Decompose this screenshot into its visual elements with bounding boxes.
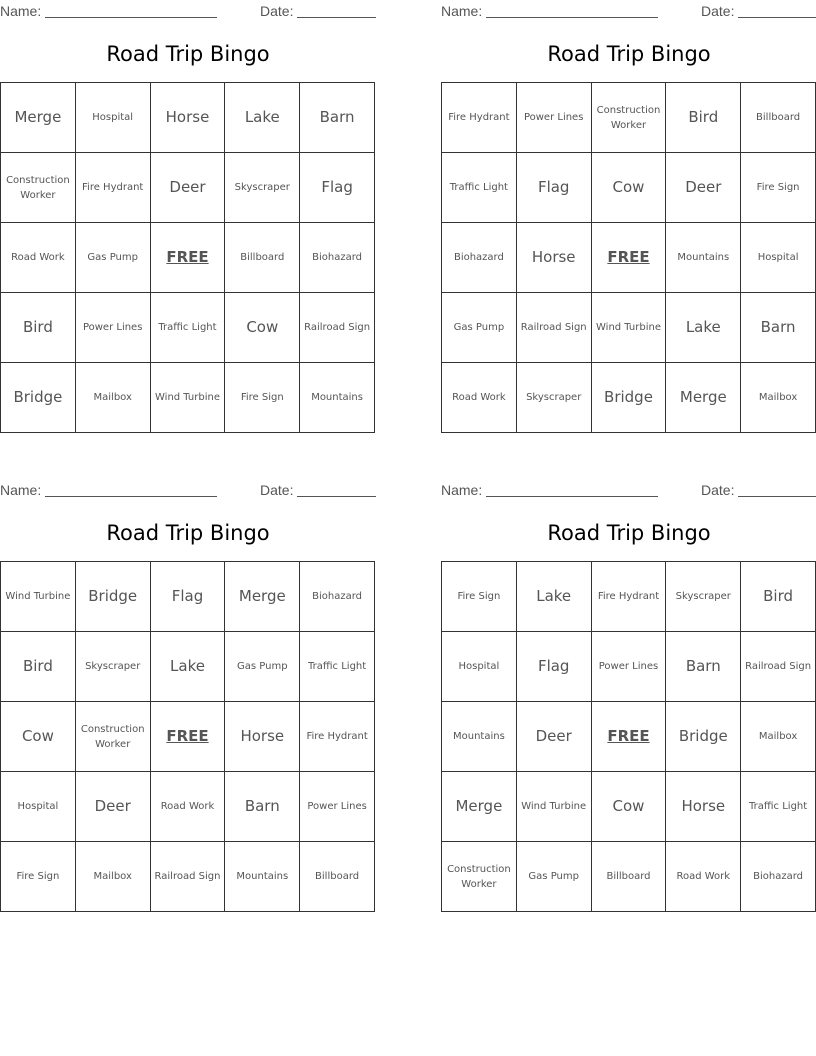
bingo-cell[interactable]: Gas Pump: [517, 842, 592, 912]
bingo-cell[interactable]: Road Work: [442, 363, 517, 433]
bingo-cell[interactable]: Billboard: [741, 83, 816, 153]
name-label: Name:: [0, 3, 42, 19]
bingo-cell[interactable]: Merge: [442, 772, 517, 842]
card-title: Road Trip Bingo: [106, 521, 270, 545]
bingo-card-1: [0, 0, 376, 434]
bingo-cell[interactable]: Hospital: [442, 632, 517, 702]
card-header: [441, 482, 816, 498]
date-field[interactable]: [297, 496, 376, 497]
bingo-cell[interactable]: Railroad Sign: [517, 293, 592, 363]
bingo-card-4: [441, 479, 816, 913]
bingo-cell[interactable]: Hospital: [76, 83, 151, 153]
bingo-cell[interactable]: Wind Turbine: [1, 562, 76, 632]
bingo-cell[interactable]: Power Lines: [300, 772, 375, 842]
bingo-cell[interactable]: Power Lines: [517, 83, 592, 153]
bingo-cell[interactable]: Power Lines: [592, 632, 667, 702]
bingo-cell[interactable]: Deer: [666, 153, 741, 223]
bingo-grid: [441, 82, 816, 433]
bingo-cell[interactable]: Barn: [300, 83, 375, 153]
name-field[interactable]: [486, 496, 658, 497]
free-space[interactable]: FREE: [151, 702, 226, 772]
bingo-cell[interactable]: Traffic Light: [442, 153, 517, 223]
bingo-cell[interactable]: Deer: [151, 153, 226, 223]
bingo-cell[interactable]: Cow: [592, 772, 667, 842]
bingo-cell[interactable]: Bridge: [76, 562, 151, 632]
bingo-card-3: [0, 479, 376, 913]
bingo-cell[interactable]: Railroad Sign: [151, 842, 226, 912]
bingo-cell[interactable]: Mountains: [225, 842, 300, 912]
bingo-cell[interactable]: Mailbox: [741, 363, 816, 433]
bingo-cell[interactable]: Flag: [517, 153, 592, 223]
date-label: Date:: [701, 3, 735, 19]
bingo-cell[interactable]: Mountains: [300, 363, 375, 433]
bingo-cell[interactable]: Billboard: [225, 223, 300, 293]
bingo-cell[interactable]: Fire Hydrant: [442, 83, 517, 153]
bingo-cell[interactable]: Construction Worker: [76, 702, 151, 772]
bingo-grid: [0, 82, 375, 433]
bingo-cell[interactable]: Wind Turbine: [151, 363, 226, 433]
bingo-cell[interactable]: Bridge: [592, 363, 667, 433]
bingo-cell[interactable]: Lake: [517, 562, 592, 632]
bingo-cell[interactable]: Railroad Sign: [741, 632, 816, 702]
date-field[interactable]: [297, 17, 376, 18]
bingo-cell[interactable]: Fire Sign: [442, 562, 517, 632]
bingo-grid: [441, 561, 816, 912]
bingo-cell[interactable]: Deer: [517, 702, 592, 772]
card-header: [0, 482, 376, 498]
bingo-cell[interactable]: Hospital: [1, 772, 76, 842]
bingo-cell[interactable]: Gas Pump: [442, 293, 517, 363]
date-label: Date:: [260, 3, 294, 19]
bingo-cell[interactable]: Road Work: [1, 223, 76, 293]
bingo-cell[interactable]: Bridge: [1, 363, 76, 433]
card-title: Road Trip Bingo: [547, 521, 711, 545]
name-label: Name:: [441, 482, 483, 498]
bingo-cell[interactable]: Cow: [1, 702, 76, 772]
date-field[interactable]: [738, 17, 816, 18]
name-field[interactable]: [45, 17, 217, 18]
bingo-cell[interactable]: Construction Worker: [1, 153, 76, 223]
bingo-cell[interactable]: Wind Turbine: [517, 772, 592, 842]
bingo-cell[interactable]: Skyscraper: [666, 562, 741, 632]
free-space[interactable]: FREE: [151, 223, 226, 293]
bingo-cell[interactable]: Bird: [1, 632, 76, 702]
bingo-cell[interactable]: Fire Hydrant: [592, 562, 667, 632]
bingo-cell[interactable]: Fire Hydrant: [300, 702, 375, 772]
bingo-cell[interactable]: Biohazard: [300, 562, 375, 632]
bingo-cell[interactable]: Flag: [517, 632, 592, 702]
bingo-cell[interactable]: Wind Turbine: [592, 293, 667, 363]
bingo-cell[interactable]: Biohazard: [442, 223, 517, 293]
bingo-cell[interactable]: Barn: [666, 632, 741, 702]
bingo-cell[interactable]: Skyscraper: [76, 632, 151, 702]
bingo-grid: [0, 561, 375, 912]
bingo-cell[interactable]: Mountains: [666, 223, 741, 293]
bingo-cell[interactable]: Billboard: [592, 842, 667, 912]
bingo-cell[interactable]: Construction Worker: [592, 83, 667, 153]
bingo-cell[interactable]: Hospital: [741, 223, 816, 293]
bingo-cell[interactable]: Flag: [300, 153, 375, 223]
card-header: [441, 3, 816, 19]
bingo-cell[interactable]: Mailbox: [741, 702, 816, 772]
date-label: Date:: [701, 482, 735, 498]
bingo-cell[interactable]: Railroad Sign: [300, 293, 375, 363]
bingo-cell[interactable]: Horse: [151, 83, 226, 153]
bingo-cell[interactable]: Cow: [225, 293, 300, 363]
bingo-cell[interactable]: Biohazard: [300, 223, 375, 293]
bingo-cell[interactable]: Traffic Light: [741, 772, 816, 842]
bingo-cell[interactable]: Lake: [666, 293, 741, 363]
bingo-cell[interactable]: Road Work: [666, 842, 741, 912]
bingo-cell[interactable]: Barn: [225, 772, 300, 842]
bingo-cell[interactable]: Bird: [1, 293, 76, 363]
bingo-cell[interactable]: Road Work: [151, 772, 226, 842]
bingo-cell[interactable]: Fire Sign: [741, 153, 816, 223]
date-label: Date:: [260, 482, 294, 498]
bingo-cell[interactable]: Mountains: [442, 702, 517, 772]
bingo-cell[interactable]: Lake: [225, 83, 300, 153]
bingo-card-2: [441, 0, 816, 434]
bingo-cell[interactable]: Fire Sign: [1, 842, 76, 912]
free-space[interactable]: FREE: [592, 223, 667, 293]
card-header: [0, 3, 376, 19]
bingo-cell[interactable]: Traffic Light: [151, 293, 226, 363]
bingo-cell[interactable]: Traffic Light: [300, 632, 375, 702]
card-title: Road Trip Bingo: [106, 42, 270, 66]
bingo-cell[interactable]: Horse: [666, 772, 741, 842]
bingo-cell[interactable]: Lake: [151, 632, 226, 702]
card-title: Road Trip Bingo: [547, 42, 711, 66]
bingo-cell[interactable]: Skyscraper: [225, 153, 300, 223]
bingo-cell[interactable]: Gas Pump: [225, 632, 300, 702]
date-field[interactable]: [738, 496, 816, 497]
bingo-cell[interactable]: Power Lines: [76, 293, 151, 363]
bingo-cell[interactable]: Horse: [517, 223, 592, 293]
name-label: Name:: [0, 482, 42, 498]
bingo-cell[interactable]: Merge: [666, 363, 741, 433]
bingo-cell[interactable]: Mailbox: [76, 842, 151, 912]
bingo-cell[interactable]: Merge: [225, 562, 300, 632]
bingo-cell[interactable]: Fire Sign: [225, 363, 300, 433]
name-field[interactable]: [486, 17, 658, 18]
bingo-cell[interactable]: Bridge: [666, 702, 741, 772]
bingo-cell[interactable]: Deer: [76, 772, 151, 842]
name-field[interactable]: [45, 496, 217, 497]
bingo-cell[interactable]: Barn: [741, 293, 816, 363]
bingo-cell[interactable]: Skyscraper: [517, 363, 592, 433]
name-label: Name:: [441, 3, 483, 19]
bingo-cell[interactable]: Gas Pump: [76, 223, 151, 293]
bingo-cell[interactable]: Merge: [1, 83, 76, 153]
bingo-cell[interactable]: Fire Hydrant: [76, 153, 151, 223]
bingo-cell[interactable]: Horse: [225, 702, 300, 772]
bingo-cell[interactable]: Flag: [151, 562, 226, 632]
bingo-cell[interactable]: Cow: [592, 153, 667, 223]
bingo-cell[interactable]: Biohazard: [741, 842, 816, 912]
bingo-cell[interactable]: Construction Worker: [442, 842, 517, 912]
bingo-cell[interactable]: Billboard: [300, 842, 375, 912]
bingo-cell[interactable]: Bird: [741, 562, 816, 632]
free-space[interactable]: FREE: [592, 702, 667, 772]
bingo-cell[interactable]: Mailbox: [76, 363, 151, 433]
bingo-cell[interactable]: Bird: [666, 83, 741, 153]
